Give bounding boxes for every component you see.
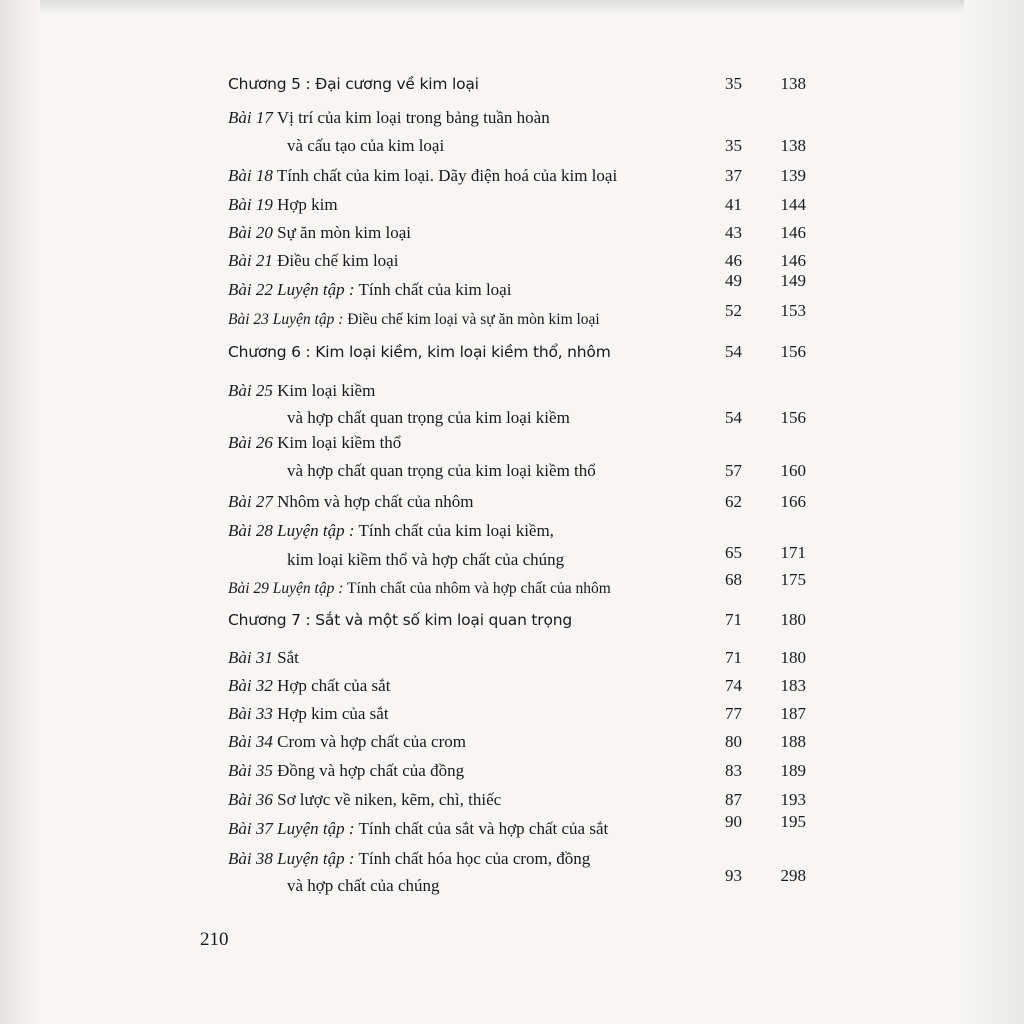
practice-tag: Luyện tập :	[277, 819, 355, 838]
toc-page-2: 166	[780, 492, 806, 511]
practice-tag: Luyện tập :	[277, 280, 355, 299]
toc-label: và hợp chất quan trọng của kim loại kiềm	[287, 408, 570, 427]
toc-label: Bài 32 Hợp chất của sắt	[228, 676, 391, 695]
toc-label: Bài 17 Vị trí của kim loại trong bảng tuần hoàn	[228, 108, 550, 127]
lesson-number: Bài 19	[228, 195, 273, 214]
lesson-number: Bài 22	[228, 280, 273, 299]
toc-page-2: 298	[780, 866, 806, 885]
toc-label: Bài 26 Kim loại kiềm thổ	[228, 433, 402, 452]
practice-tag: Luyện tập :	[272, 580, 344, 597]
lesson-number: Bài 33	[228, 704, 273, 723]
toc-page-1: 87	[725, 790, 742, 809]
toc-chapter-6	[0, 338, 1024, 366]
lesson-number: Bài 25	[228, 381, 273, 400]
toc-page-1: 37	[725, 166, 742, 185]
toc-lesson-28-cont	[0, 543, 1024, 574]
toc-label: Chương 7 : Sắt và một số kim loại quan trọng	[228, 611, 573, 629]
toc-page-2: 144	[780, 195, 806, 214]
toc-page-1: 80	[725, 732, 742, 751]
toc-lesson-25	[0, 377, 1024, 405]
lesson-number: Bài 23	[228, 311, 269, 328]
toc-page-2: 180	[780, 610, 806, 629]
toc-chapter-5	[0, 70, 1024, 98]
lesson-number: Bài 31	[228, 648, 273, 667]
toc-page-2: 149	[780, 271, 806, 290]
toc-page-1: 93	[725, 866, 742, 885]
toc-page-2: 188	[780, 732, 806, 751]
toc-page-1: 71	[725, 610, 742, 629]
toc-page-1: 52	[725, 301, 742, 320]
toc-page-2: 156	[780, 342, 806, 361]
toc-label: và hợp chất quan trọng của kim loại kiềm thổ	[287, 461, 596, 480]
toc-page-1: 68	[725, 570, 742, 589]
toc-page-2: 171	[780, 543, 806, 562]
toc-label: kim loại kiềm thổ và hợp chất của chúng	[287, 550, 565, 569]
toc-page-1: 71	[725, 648, 742, 667]
toc-page-2: 138	[780, 74, 806, 93]
toc-lesson-18	[0, 162, 1024, 190]
toc-page-1: 62	[725, 492, 742, 511]
toc-lesson-26	[0, 429, 1024, 457]
toc-label: Bài 23 Luyện tập : Điều chế kim loại và sự ăn mòn kim loại	[228, 311, 600, 328]
toc-page-2: 138	[780, 136, 806, 155]
toc-page-2: 153	[780, 301, 806, 320]
toc-page-2: 195	[780, 812, 806, 831]
toc-lesson-38-cont	[0, 866, 1024, 900]
toc-page-2: 146	[780, 223, 806, 242]
toc-page-2: 187	[780, 704, 806, 723]
page-shadow-top	[0, 0, 1024, 14]
toc-page-1: 83	[725, 761, 742, 780]
toc-page-2: 146	[780, 251, 806, 270]
toc-label: Bài 21 Điều chế kim loại	[228, 251, 399, 270]
toc-label: Bài 25 Kim loại kiềm	[228, 381, 376, 400]
practice-tag: Luyện tập :	[277, 849, 355, 868]
toc-page-2: 160	[780, 461, 806, 480]
toc-label: Bài 33 Hợp kim của sắt	[228, 704, 389, 723]
lesson-number: Bài 34	[228, 732, 273, 751]
lesson-number: Bài 26	[228, 433, 273, 452]
toc-lesson-19	[0, 191, 1024, 219]
toc-label: Bài 19 Hợp kim	[228, 195, 338, 214]
toc-page-1: 74	[725, 676, 742, 695]
toc-label: và cấu tạo của kim loại	[287, 136, 445, 155]
lesson-number: Bài 28	[228, 521, 273, 540]
toc-lesson-25-cont	[0, 404, 1024, 432]
toc-page-1: 35	[725, 136, 742, 155]
toc-lesson-29	[0, 570, 1024, 603]
toc-label: Bài 20 Sự ăn mòn kim loại	[228, 223, 411, 242]
toc-page-1: 43	[725, 223, 742, 242]
toc-label: Bài 29 Luyện tập : Tính chất của nhôm và hợp chất của nhôm	[228, 580, 611, 597]
toc-page-2: 180	[780, 648, 806, 667]
toc-label: Bài 35 Đồng và hợp chất của đồng	[228, 761, 465, 780]
lesson-number: Bài 17	[228, 108, 273, 127]
toc-lesson-32	[0, 672, 1024, 700]
toc-lesson-17	[0, 104, 1024, 132]
toc-lesson-22	[0, 271, 1024, 304]
practice-tag: Luyện tập :	[277, 521, 355, 540]
toc-lesson-28	[0, 517, 1024, 545]
toc-lesson-20	[0, 219, 1024, 247]
page-number: 210	[200, 929, 229, 950]
toc-page-1: 77	[725, 704, 742, 723]
toc-label: Chương 6 : Kim loại kiềm, kim loại kiềm thổ, nhôm	[228, 343, 611, 361]
toc-page-1: 57	[725, 461, 742, 480]
toc-page-2: 189	[780, 761, 806, 780]
lesson-number: Bài 35	[228, 761, 273, 780]
lesson-number: Bài 32	[228, 676, 273, 695]
toc-lesson-34	[0, 728, 1024, 756]
toc-lesson-33	[0, 700, 1024, 728]
toc-page-2: 156	[780, 408, 806, 427]
toc-lesson-21	[0, 247, 1024, 275]
toc-lesson-27	[0, 488, 1024, 516]
toc-lesson-36	[0, 786, 1024, 814]
toc-label: Bài 37 Luyện tập : Tính chất của sắt và hợp chất của sắt	[228, 819, 609, 838]
toc-page-1: 90	[725, 812, 742, 831]
lesson-number: Bài 29	[228, 580, 269, 597]
toc-label: Bài 18 Tính chất của kim loại. Dãy điện hoá của kim loại	[228, 166, 618, 185]
toc-label: Bài 34 Crom và hợp chất của crom	[228, 732, 466, 751]
toc-page-1: 49	[725, 271, 742, 290]
lesson-number: Bài 36	[228, 790, 273, 809]
lesson-number: Bài 18	[228, 166, 273, 185]
toc-lesson-23	[0, 301, 1024, 334]
toc-chapter-7	[0, 606, 1024, 634]
lesson-number: Bài 27	[228, 492, 273, 511]
toc-page-2: 175	[780, 570, 806, 589]
toc-lesson-38	[0, 845, 1024, 873]
toc-label: Bài 36 Sơ lược về niken, kẽm, chì, thiếc	[228, 790, 502, 809]
toc-label: Bài 31 Sắt	[228, 648, 299, 667]
toc-label: Chương 5 : Đại cương về kim loại	[228, 75, 479, 93]
practice-tag: Luyện tập :	[272, 311, 344, 328]
lesson-number: Bài 21	[228, 251, 273, 270]
toc-page-1: 54	[725, 408, 742, 427]
toc-page-1: 46	[725, 251, 742, 270]
toc-lesson-17-cont	[0, 132, 1024, 160]
lesson-number: Bài 20	[228, 223, 273, 242]
toc-lesson-35	[0, 757, 1024, 785]
toc-label: và hợp chất của chúng	[287, 876, 440, 895]
toc-page-2: 183	[780, 676, 806, 695]
toc-lesson-26-cont	[0, 457, 1024, 485]
toc-label: Bài 27 Nhôm và hợp chất của nhôm	[228, 492, 474, 511]
toc-label: Bài 22 Luyện tập : Tính chất của kim loại	[228, 280, 512, 299]
lesson-number: Bài 37	[228, 819, 273, 838]
toc-page-1: 41	[725, 195, 742, 214]
lesson-number: Bài 38	[228, 849, 273, 868]
toc-page-1: 35	[725, 74, 742, 93]
toc-page-1: 65	[725, 543, 742, 562]
toc-lesson-37	[0, 812, 1024, 843]
toc-lesson-31	[0, 644, 1024, 672]
toc-label: Bài 38 Luyện tập : Tính chất hóa học của crom, đồng	[228, 849, 591, 868]
toc-page-2: 193	[780, 790, 806, 809]
toc-page-1: 54	[725, 342, 742, 361]
toc-page-2: 139	[780, 166, 806, 185]
toc-label: Bài 28 Luyện tập : Tính chất của kim loại kiềm,	[228, 521, 554, 540]
